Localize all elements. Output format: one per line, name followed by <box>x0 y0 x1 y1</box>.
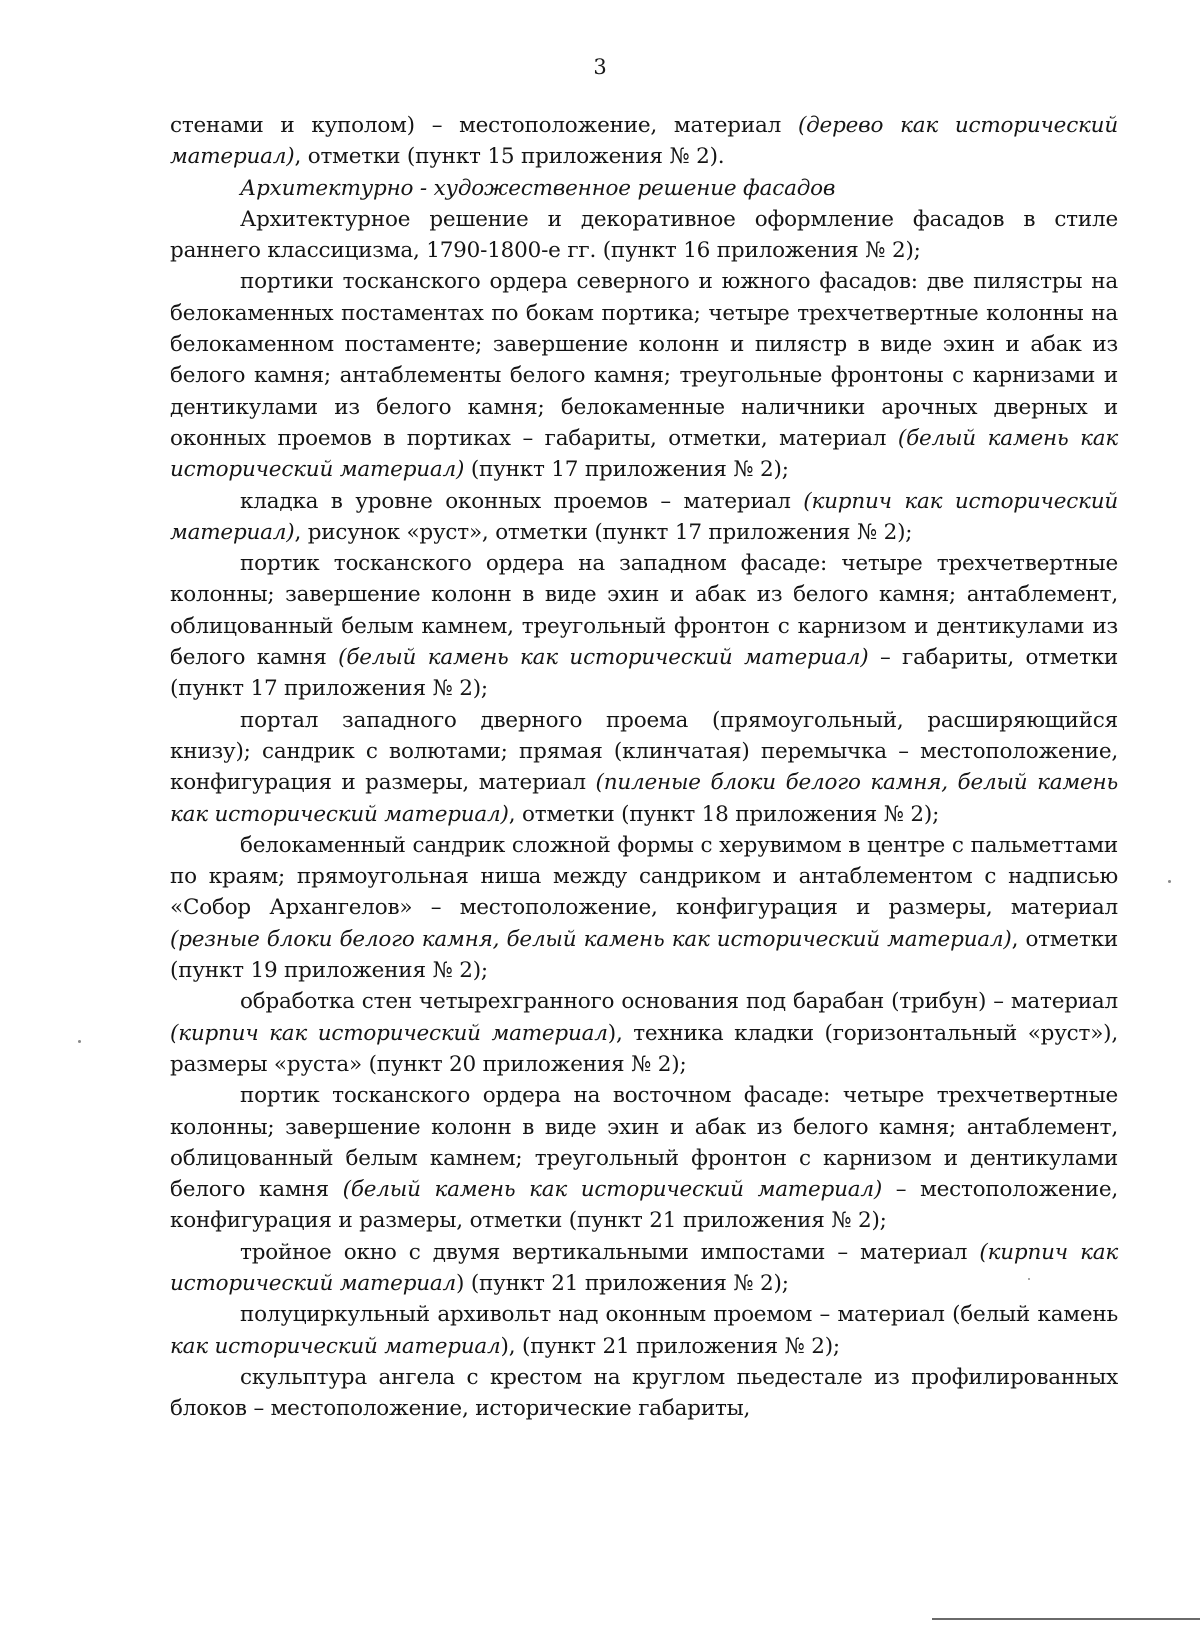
scan-speck <box>1028 1278 1030 1280</box>
paragraph-angel-sculpture <box>170 1362 1118 1425</box>
text-run: белокаменный сандрик сложной формы с херувимом в центре с пальметтами по краям; прямоугольная ниша между сандриком и антаблементом с надписью «Собор Архангелов» – местоположение, конфигурация и размеры, материал <box>170 832 1118 921</box>
paragraph-north-south-porticos <box>170 266 1118 485</box>
paragraph-cherub-sandrik <box>170 830 1118 986</box>
paragraph-triple-window <box>170 1237 1118 1300</box>
italic-text-run: (кирпич как исторический материал) <box>170 488 1118 545</box>
text-run: кладка в уровне оконных проемов – материал <box>240 488 804 514</box>
paragraph-east-portico <box>170 1080 1118 1236</box>
italic-text-run: (белый камень как исторический материал) <box>170 425 1119 483</box>
italic-text-run: (белый камень как исторический материал) <box>342 1177 883 1203</box>
scan-speck <box>1168 880 1171 883</box>
text-run: (пункт 17 приложения № 2); <box>464 457 789 483</box>
italic-text-run: (кирпич как исторический материал <box>170 1020 608 1046</box>
italic-text-run: (резные блоки белого камня, белый камень как исторический материал) <box>170 926 1012 952</box>
paragraph-west-door-portal <box>170 705 1118 830</box>
text-run: стенами и куполом) – местоположение, материал <box>170 113 798 138</box>
text-run: – габариты, отметки (пункт 17 приложения № 2); <box>170 645 1119 702</box>
paragraph-archivolt <box>170 1299 1118 1362</box>
italic-text-run: (белый камень как исторический материал) <box>338 645 869 671</box>
italic-text-run: (дерево как исторический материал) <box>170 113 1118 170</box>
text-run: , отметки (пункт 18 приложения № 2); <box>508 801 940 827</box>
text-run: ), техника кладки (горизонтальный «руст»), размеры «руста» (пункт 20 приложения № 2); <box>170 1020 1118 1077</box>
text-run: обработка стен четырехгранного основания под барабан (трибун) – материал <box>240 989 1118 1015</box>
paragraph-drum-base-walls <box>170 986 1118 1080</box>
section-heading-facades <box>170 173 1118 204</box>
italic-text-run: (кирпич как исторический материал <box>170 1239 1119 1296</box>
text-run: , отметки (пункт 15 приложения № 2). <box>294 144 725 170</box>
text-run: Архитектурное решение и декоративное оформление фасадов в стиле раннего классицизма, 1790-1800-е гг. (пункт 16 приложения № 2); <box>170 206 1118 264</box>
text-run: портал западного дверного проема (прямоугольный, расширяющийся книзу); сандрик с волютами; прямая (клинчатая) перемычка – местоположение, конфигурация и размеры, материал <box>170 707 1118 796</box>
document-body <box>170 110 1118 1424</box>
text-run: скульптура ангела с крестом на круглом пьедестале из профилированных блоков – местоположение, исторические габариты, <box>170 1364 1118 1422</box>
text-run: – местоположение, конфигурация и размеры, отметки (пункт 21 приложения № 2); <box>170 1177 1118 1234</box>
text-run: портики тосканского ордера северного и южного фасадов: две пилястры на белокаменных постаментах по бокам портика; четыре трехчетвертные колонны на белокаменном постаменте; завершение колонн и пилястр в виде эхин и абак из белого камня; антаблементы белого камня; треугольные фронтоны с карнизами и дентикулами из белого камня; белокаменные наличники арочных дверных и оконных проемов в портиках – габариты, отметки, материал <box>170 269 1118 451</box>
paragraph-window-masonry <box>170 486 1118 549</box>
paragraph-architectural-solution <box>170 204 1118 267</box>
scan-speck <box>78 1040 81 1043</box>
text-run: , отметки (пункт 19 приложения № 2); <box>170 926 1118 984</box>
page-number: 3 <box>593 55 607 79</box>
text-run: портик тосканского ордера на западном фасаде: четыре трехчетвертные колонны; завершение колонн в виде эхин и абак из белого камня; антаблемент, облицованный белым камнем, треугольный фронтон с карнизом и дентикулами из белого камня <box>170 551 1118 671</box>
italic-text-run: (пиленые блоки белого камня, белый камень как исторический материал) <box>170 770 1118 827</box>
text-run: ) (пункт 21 приложения № 2); <box>456 1270 789 1296</box>
scan-edge-line <box>932 1618 1200 1620</box>
text-run: полуциркульный архивольт над оконным проемом – материал (белый камень <box>240 1302 1118 1328</box>
text-run: тройное окно с двумя вертикальными импостами – материал <box>240 1239 980 1265</box>
italic-text-run: как исторический материал <box>170 1333 501 1359</box>
paragraph-west-portico <box>170 548 1118 704</box>
paragraph-walls-dome <box>170 110 1118 173</box>
text-run: портик тосканского ордера на восточном фасаде: четыре трехчетвертные колонны; завершение колонн в виде эхин и абак из белого камня; антаблемент, облицованный белым камнем; треугольный фронтон с карнизом и дентикулами белого камня <box>170 1083 1118 1203</box>
text-run: , рисунок «руст», отметки (пункт 17 приложения № 2); <box>294 519 913 545</box>
text-run: ), (пункт 21 приложения № 2); <box>500 1333 840 1359</box>
italic-text-run: Архитектурно - художественное решение фасадов <box>240 175 836 201</box>
